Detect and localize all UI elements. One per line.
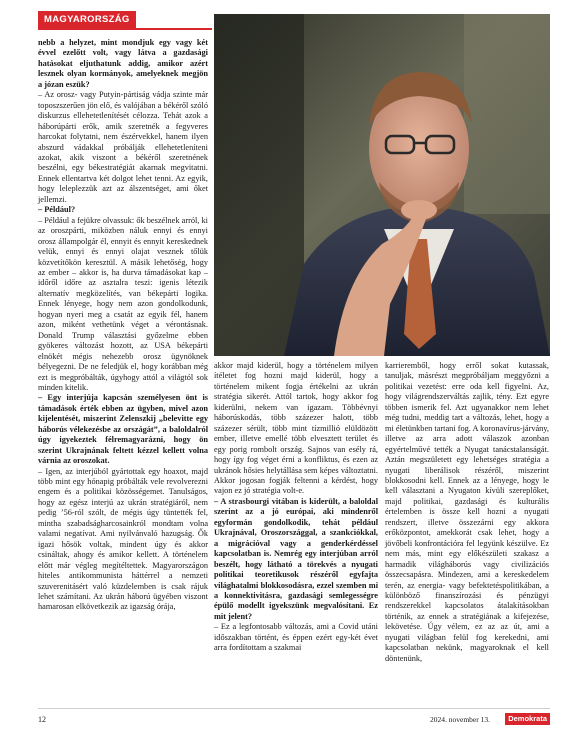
- issue-date: 2024. november 13.: [430, 715, 490, 724]
- portrait-illustration: [214, 14, 550, 356]
- section-rule: [38, 28, 212, 30]
- question-paragraph: – Például?: [38, 205, 76, 215]
- page-footer: [38, 708, 550, 731]
- answer-paragraph: karrieremből, hogy erről sokat kutassak, tanuljak, másrészt megpróbáljam meggyőzni a politikai vezetést: erre oda kell figyelni. Az, hogy világrendszerváltás zajlik, tény. Ezt egyre többen ismerik fel. Azt ugyanakkor nem lehet még tudni, meddig tart a változás, lehet, hogy a mi életünkben tartani fog. A koronavírus-járvány, illetve az arra adott válaszok azonban egyértelművé tették a Nyugat tanácstalanságát. Aztán megszületett egy lehetséges stratégia a nyugati liberálisok részéről, miszerint blokkosodni kell. Ennek az a lényege, hogy le kell választani a Nyugaton kívüli szereplőket, majd politikai, gazdasági és kulturális értelemben is össze kell hozni a nyugati rendszert, illetve összezárni egy akkora erőközpontot, amekkorát csak lehet, hogy a jövőbeli konfrontációra fel legyünk készülve. Ez nem más, mint egy előkészületi szakasz a harmadik világháborús vagy civilizációs összecsapásra. Mindezen, ami a kereskedelem terén, az energia- vagy befektetéspolitikában, a különböző finanszírozási és pénzügyi rendszerekkel kapcsolatos átalakításokban történik, az ennek a stratégiának a kifejezése, lekövetése. Úgy vélem, ez az az út, ami a nyugati világban felül fog kerekedni, ami kapcsolatban nekünk, magyaroknak el kell döntenünk,: [385, 361, 549, 663]
- magazine-logo: Demokrata: [505, 713, 550, 725]
- text-column-1: [38, 38, 208, 613]
- page-number: 12: [38, 715, 46, 724]
- answer-paragraph: – Az orosz- vagy Putyin-pártiság vádja szinte már toposzszerűen jön elő, és valójában a békéről szóló diskurzus ellehetetlenítését célozza. Tehát azok a háborúpárti erők, amik szeretnék a fegyveres harcokat folytatni, nem észérvekkel, hanem ilyen abszurd vádakkal próbálják ellehetetleníteni azokat, akik viszont a békéről szeretnének beszélni, egy békestratégiát akarnak megvitatni. Ennek ellentartva két dolgot lehet tenni. Az egyik, hogy leleplezzük azt az álszentséget, ami őket jellemzi.: [38, 90, 208, 204]
- question-paragraph: nebb a helyzet, mint mondjuk egy vagy két évvel ezelőtt volt, vagy látva a gazdasági hatásokat eljuthatunk addig, amikor azért lesznek olyan kormányok, amelyeknek megjön a józan eszük?: [38, 38, 208, 89]
- text-column-2: [214, 361, 378, 654]
- answer-paragraph: akkor majd kiderül, hogy a történelem milyen ítéletet fog hozni majd kiderül, hogy a történelem mikent fogja értékelni az ukrán stratégia sikerét. Attól tartok, hogy akkor fog kiderülni, nekem van igazam. Többévnyi háborúskodás, több százezer halott, több százezer sérült, több mint tízmillió elüldözött ember, illetve emellé több elvesztett terület és egy porig rombolt ország. Sajnos van esély rá, hogy így fog véget érni a konfliktus, és ezen az ukránok hősies helytállása sem képes változtatni. Akkor jogosan fogják feltenni a kérdést, hogy vajon ez jó stratégia volt-e.: [214, 361, 378, 496]
- answer-paragraph: – Például a fejükre olvassuk: ők beszélnek arról, ki az oroszpárti, miközben náluk ennyi és ennyi orosz állampolgár él, ennyit és ennyit kereskednek velük, ennyi és ennyi olajat vesznek tőlük közvetítőkön keresztül. A másik lehetőség, hogy az ember – akkor is, ha durva támadásokat kap – időről időre az asztalra teszi: igenis létezik alternatív megközelítés, van békepárti logika. Ennek lényege, hogy nem azon gondolkodunk, hogyan nyeri meg a csatát az egyik fél, hanem azon, miként vethetünk véget a vérontásnak. Donald Trump választási győzelme ebben gyökeres változást hozott, az USA békepárti elnökét mégis nehezebb orosz ügynöknek bélyegezni. De ne feledjük el, hogy korábban még ezt is megpróbálták, úgyhogy attól a világtól sok minden kitelik.: [38, 215, 208, 392]
- question-paragraph: – A strasbourgi vitában is kiderült, a baloldal szerint az a jó európai, aki mindenről egyformán gondolkodik, tehát például Ukrajnával, Oroszországgal, a szankciókkal, a migrációval vagy a genderkérdéssel kapcsolatban is. Nemrég egy interjúban arról beszélt, hogy látható a törekvés a nyugati politikai teoretikusok részéről egyfajta világhatalmi blokkosodásra, ezzel szemben mi a konnektivitásra, gazdasági semlegességre épülő modellt igyekszünk megvalósítani. Ez mit jelent?: [214, 496, 378, 621]
- text-column-3: [385, 361, 549, 664]
- interview-photo: [214, 14, 550, 356]
- section-label: MAGYARORSZÁG: [38, 11, 136, 28]
- answer-paragraph: – Ez a legfontosabb változás, ami a Covid utáni időszakban történt, és éppen ezért egy-két évet arra fordítottam a szakmai: [214, 622, 378, 653]
- question-paragraph: – Egy interjúja kapcsán személyesen önt is támadások érték ebben az ügyben, mivel azon kijelentését, miszerint Zelenszkij „belevitte egy háborús vélekezésbe az országát”, a baloldalról úgy igyekeztek félremagyarázni, hogy ön szerint Ukrajnának feltett kézzel kellett volna várnia az oroszokat.: [38, 393, 208, 466]
- answer-paragraph: – Igen, az interjúból gyártottak egy hoaxot, majd több mint egy hónapig próbálták vele revolverezni engem és a politikai közösségemet. Tanulságos, hogy az egész interjú az ukrán stratégiáról, nem pedig ’56-ról szólt, de mégis úgy tüntették fel, mintha szabadságharcosainkról mondtam volna valami negatívat. Ami nyilvánvaló hazugság. Ők igazi hősök voltak, mindent úgy és akkor csináltak, ahogy és amikor kellett. A történelem előtt már végleg megítéltettek. Magyarországon hiteles antikommunista háttérrel a nemzeti szuverenitásért való küzdelemben is csak rájuk lehet számítani. Az ukrán háború ügyében viszont hamarosan elkövetkezik az igazság órája,: [38, 466, 208, 612]
